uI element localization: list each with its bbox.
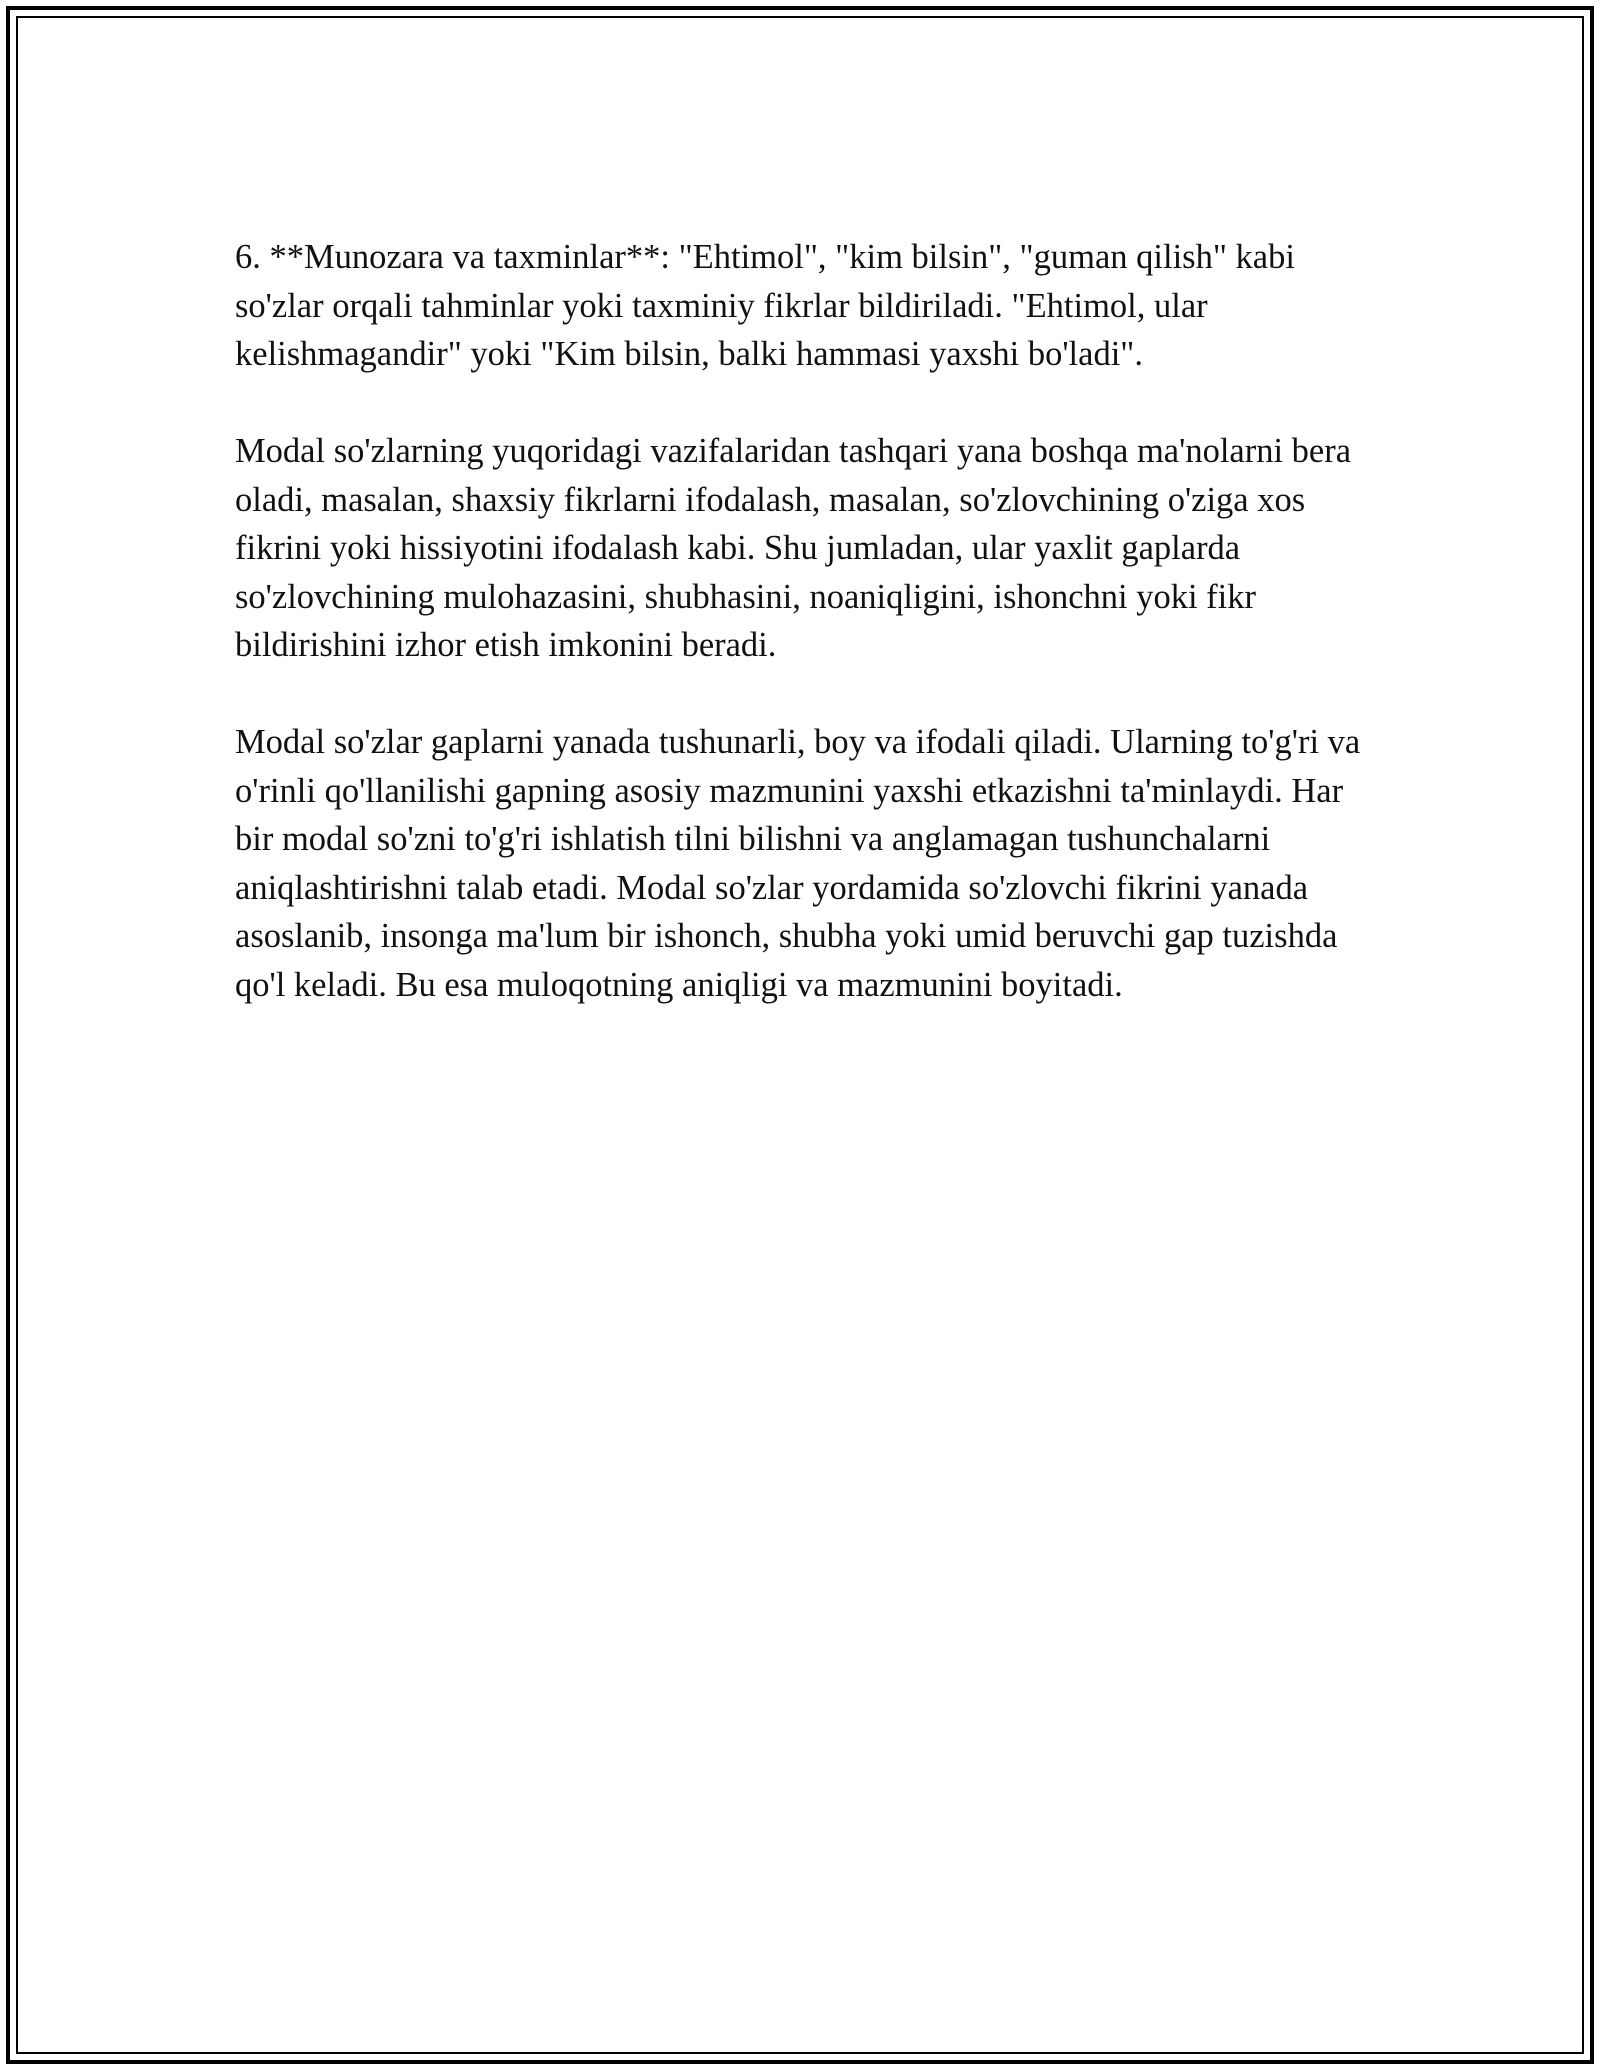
document-body xyxy=(235,233,1370,1009)
paragraph-munozara-va-taxminlar: 6. **Munozara va taxminlar**: "Ehtimol", "kim bilsin", "guman qilish" kabi so'zlar orqali tahminlar yoki taxminiy fikrlar bildiriladi. "Ehtimol, ular kelishmagandir" yoki "Kim bilsin, balki hammasi yaxshi bo'ladi". xyxy=(235,238,1295,373)
paragraph-modal-conclusion: Modal so'zlar gaplarni yanada tushunarli, boy va ifodali qiladi. Ularning to'g'ri va o'rinli qo'llanilishi gapning asosiy mazmunini yaxshi etkazishni ta'minlaydi. Har bir modal so'zni to'g'ri ishlatish tilni bilishni va anglamagan tushunchalarni aniqlashtirishni talab etadi. Modal so'zlar yordamida so'zlovchi fikrini yanada asoslanib, insonga ma'lum bir ishonch, shubha yoki umid beruvchi gap tuzishda qo'l keladi. Bu esa muloqotning aniqligi va mazmunini boyitadi. xyxy=(235,723,1361,1004)
paragraph-modal-meanings: Modal so'zlarning yuqoridagi vazifalaridan tashqari yana boshqa ma'nolarni bera oladi, masalan, shaxsiy fikrlarni ifodalash, masalan, so'zlovchining o'ziga xos fikrini yoki hissiyotini ifodalash kabi. Shu jumladan, ular yaxlit gaplarda so'zlovchining mulohazasini, shubhasini, noaniqligini, ishonchni yoki fikr bildirishini izhor etish imkonini beradi. xyxy=(235,432,1352,664)
